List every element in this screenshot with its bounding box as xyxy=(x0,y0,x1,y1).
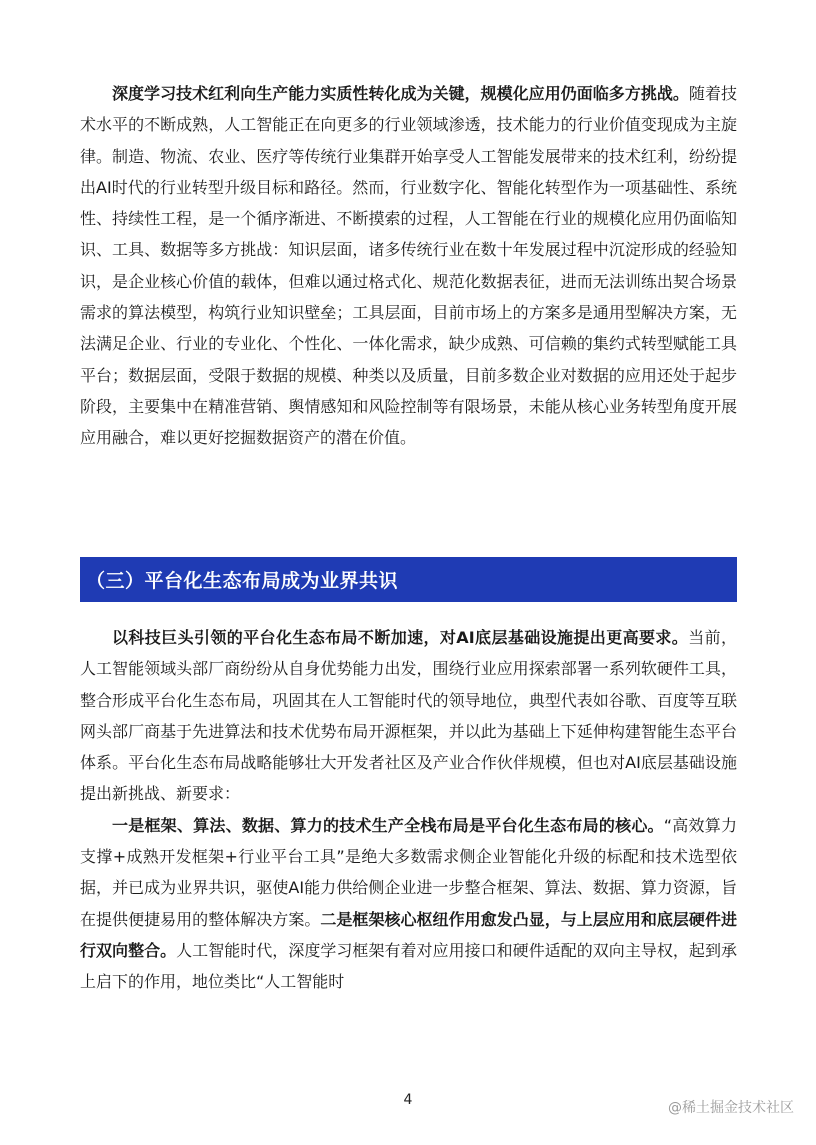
paragraph-3-text-2: 人工智能时代，深度学习框架有着对应用接口和硬件适配的双向主导权，起到承上启下的作用，地位类比“人工智能时 xyxy=(80,940,737,992)
paragraph-3-text-1: “高效算力支撑+成熟开发框架+行业平台工具”是绝大多数需求侧企业智能化升级的标配和技术选型依据，并已成为业界共识，驱使AI能力供给侧企业进一步整合框架、算法、数据、算力资源，旨在提供便捷易用的整体解决方案。 xyxy=(80,815,737,929)
paragraph-1-text: 随着技术水平的不断成熟，人工智能正在向更多的行业领域渗透，技术能力的行业价值变现成为主旋律。制造、物流、农业、医疗等传统行业集群开始享受人工智能发展带来的技术红利，纷纷提出AI时代的行业转型升级目标和路径。然而，行业数字化、智能化转型作为一项基础性、系统性、持续性工程，是一个循序渐进、不断摸索的过程，人工智能在行业的规模化应用仍面临知识、工具、数据等多方挑战：知识层面，诸多传统行业在数十年发展过程中沉淀形成的经验知识，是企业核心价值的载体，但难以通过格式化、规范化数据表征，进而无法训练出契合场景需求的算法模型，构筑行业知识壁垒；工具层面，目前市场上的方案多是通用型解决方案，无法满足企业、行业的专业化、个性化、一体化需求，缺少成熟、可信赖的集约式转型赋能工具平台；数据层面，受限于数据的规模、种类以及质量，目前多数企业对数据的应用还处于起步阶段，主要集中在精准营销、舆情感知和风险控制等有限场景，未能从核心业务转型角度开展应用融合，难以更好挖掘数据资产的潜在价值。 xyxy=(80,84,737,448)
paragraph-2-text: 当前，人工智能领域头部厂商纷纷从自身优势能力出发，围绕行业应用探索部署一系列软硬件工具，整合形成平台化生态布局，巩固其在人工智能时代的领导地位，典型代表如谷歌、百度等互联网头部厂商基于先进算法和技术优势布局开源框架，并以此为基础上下延伸构建智能生态平台体系。平台化生态布局战略能够壮大开发者社区及产业合作伙伴规模，但也对AI底层基础设施提出新挑战、新要求： xyxy=(80,628,737,804)
body-section-2 xyxy=(80,622,737,998)
paragraph-2-lead: 以科技巨头引领的平台化生态布局不断加速，对AI底层基础设施提出更高要求。 xyxy=(112,628,689,647)
body-section-1 xyxy=(80,78,737,454)
section-heading-title: （三）平台化生态布局成为业界共识 xyxy=(86,570,399,592)
page-number: 4 xyxy=(403,1092,413,1108)
paragraph-3-lead-2: 二是框架核心枢纽作用愈发凸显，与上层应用和底层硬件进行双向整合。 xyxy=(80,909,737,960)
paragraph-1 xyxy=(80,78,737,454)
paragraph-1-lead: 深度学习技术红利向生产能力实质性转化成为关键，规模化应用仍面临多方挑战。 xyxy=(112,84,689,103)
paragraph-2 xyxy=(80,622,737,810)
paragraph-3-lead-1: 一是框架、算法、数据、算力的技术生产全栈布局是平台化生态布局的核心。 xyxy=(112,815,664,835)
watermark: @稀土掘金技术社区 xyxy=(668,1100,794,1116)
paragraph-3 xyxy=(80,810,737,998)
section-heading-bar xyxy=(80,557,737,602)
